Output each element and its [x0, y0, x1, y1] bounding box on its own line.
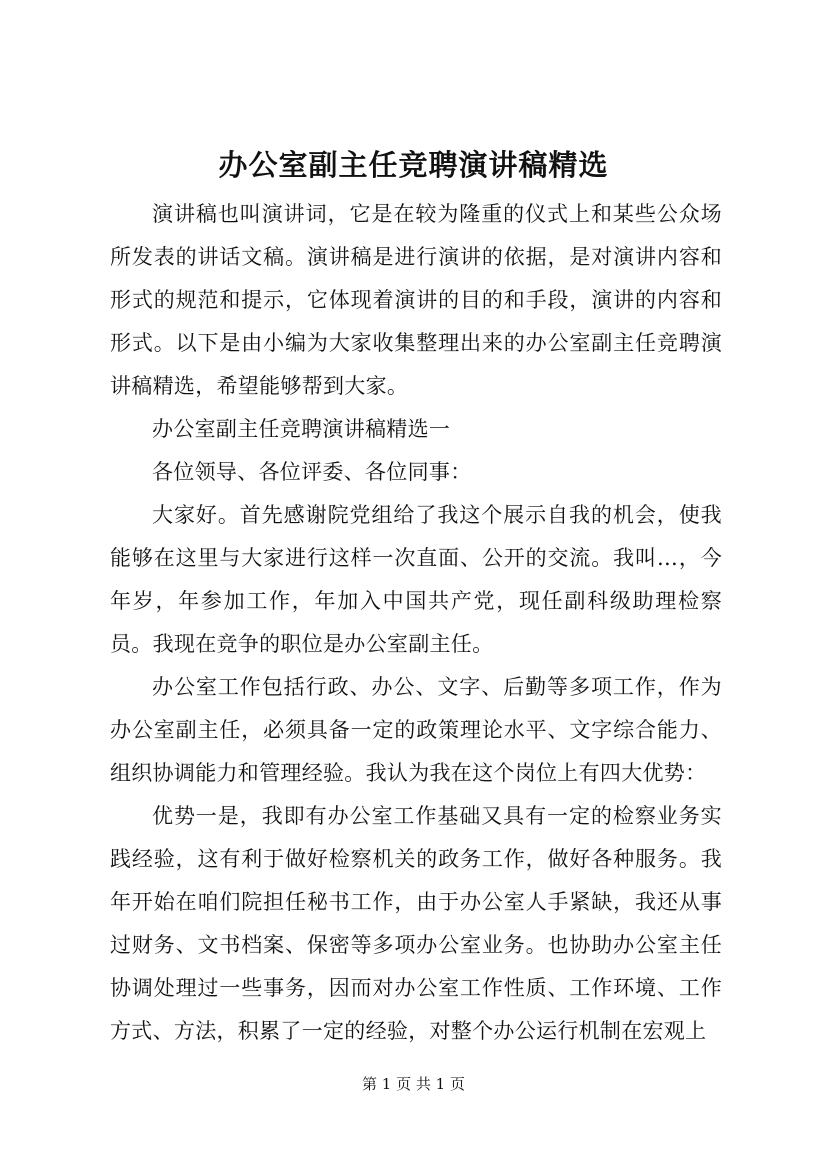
- paragraph-job-description: 办公室工作包括行政、办公、文字、后勤等多项工作，作为办公室副主任，必须具备一定的政策理论水平、文字综合能力、组织协调能力和管理经验。我认为我在这个岗位上有四大优势：: [110, 675, 722, 785]
- paragraph-greeting: 大家好。首先感谢院党组给了我这个展示自我的机会，使我能够在这里与大家进行这样一次直面、公开的交流。我叫…，今年岁，年参加工作，年加入中国共产党，现任副科级助理检察员。我现在竞争的职位是办公室副主任。: [110, 503, 722, 656]
- page-footer: 第 1 页 共 1 页: [362, 1075, 465, 1093]
- document-body: [110, 193, 722, 1053]
- paragraph-section-heading: 办公室副主任竞聘演讲稿精选一: [152, 417, 451, 441]
- paragraph-advantage-one: 优势一是，我即有办公室工作基础又具有一定的检察业务实践经验，这有利于做好检察机关的政务工作，做好各种服务。我年开始在咱们院担任秘书工作，由于办公室人手紧缺，我还从事过财务、文书档案、保密等多项办公室业务。也协助办公室主任协调处理过一些事务，因而对办公室工作性质、工作环境、工作方式、方法，积累了一定的经验，对整个办公运行机制在宏观上: [110, 804, 722, 1043]
- paragraph-intro: 演讲稿也叫演讲词，它是在较为隆重的仪式上和某些公众场所发表的讲话文稿。演讲稿是进行演讲的依据，是对演讲内容和形式的规范和提示，它体现着演讲的目的和手段，演讲的内容和形式。以下是由小编为大家收集整理出来的办公室副主任竞聘演讲稿精选，希望能够帮到大家。: [110, 202, 722, 398]
- paragraph-salutation: 各位领导、各位评委、各位同事：: [152, 460, 472, 484]
- page-title: 办公室副主任竞聘演讲稿精选: [218, 148, 609, 182]
